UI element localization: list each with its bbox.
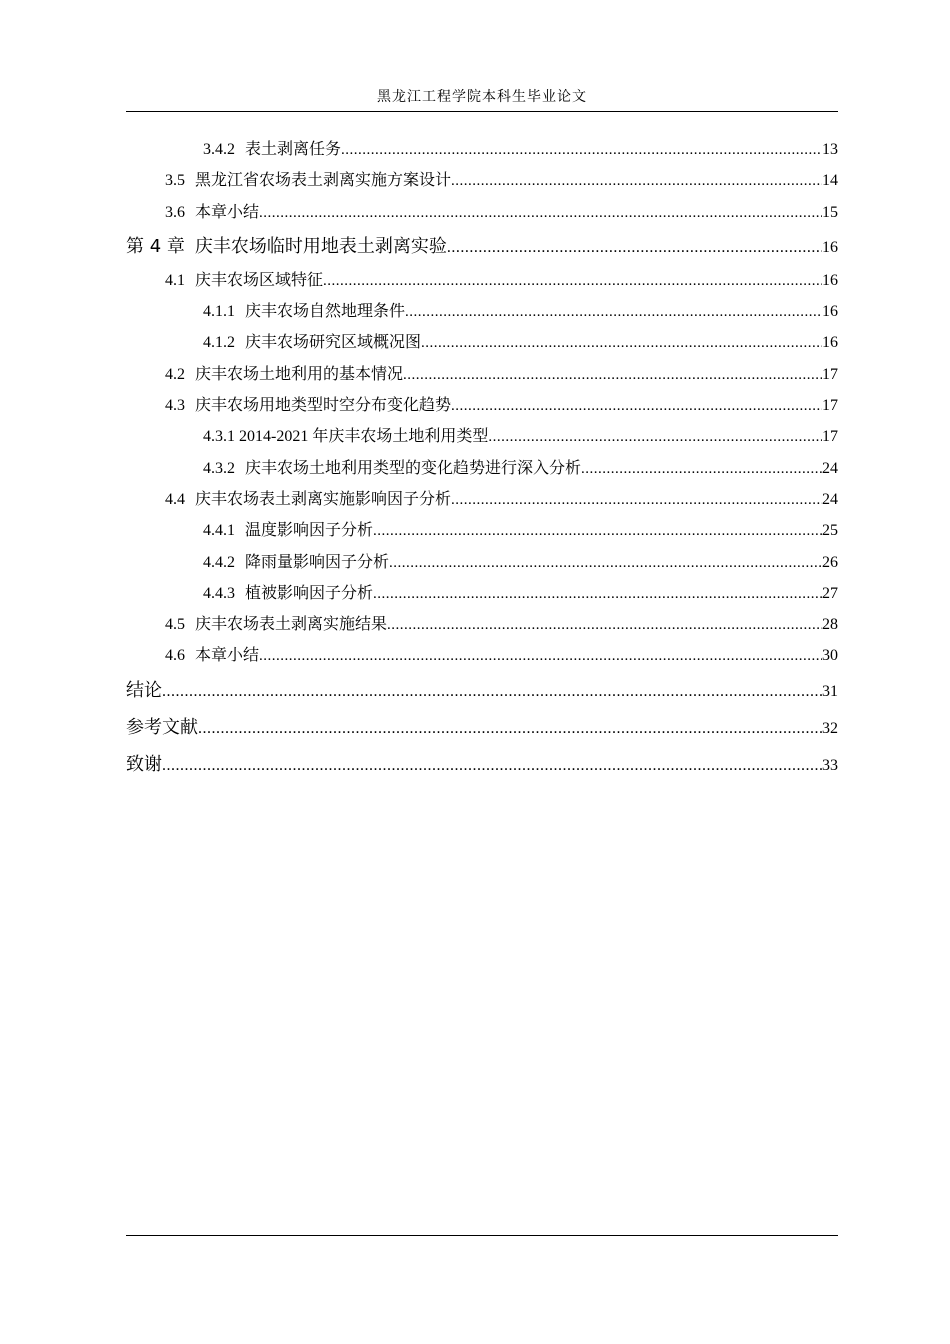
toc-page-number: 31 [822, 682, 838, 700]
toc-page-number: 30 [822, 647, 838, 665]
toc-entry-title [165, 390, 451, 421]
toc-entry-text: 植被影响因子分析 [245, 584, 374, 602]
toc-entry-number: 4.4.2 [203, 553, 235, 571]
toc-entry-title [165, 484, 451, 515]
toc-entry-number: 3.5 [165, 172, 185, 190]
dot-leader [259, 641, 822, 672]
toc-page-number: 17 [822, 397, 838, 415]
toc-entry[interactable] [126, 134, 838, 165]
table-of-contents [126, 134, 838, 783]
toc-page-number: 24 [822, 490, 838, 508]
toc-entry-number: 4.3.1 [203, 428, 235, 446]
dot-leader [451, 485, 822, 516]
toc-entry[interactable] [126, 484, 838, 515]
dot-leader [162, 747, 822, 784]
dot-leader [389, 548, 822, 579]
dot-leader [451, 166, 822, 197]
toc-page-number: 33 [822, 756, 838, 774]
toc-entry[interactable] [126, 390, 838, 421]
toc-entry-number: 4.6 [165, 647, 185, 665]
toc-entry-title [126, 228, 447, 265]
toc-entry[interactable] [126, 359, 838, 390]
toc-entry[interactable] [126, 228, 838, 265]
toc-page-number: 27 [822, 584, 838, 602]
dot-leader [488, 422, 822, 453]
toc-entry-title [203, 421, 488, 452]
toc-entry-title [203, 578, 373, 609]
toc-entry-number: 4.1 [165, 271, 185, 289]
toc-entry-text: 本章小结 [195, 647, 260, 665]
toc-entry[interactable] [126, 547, 838, 578]
toc-entry-text: 庆丰农场表土剥离实施影响因子分析 [195, 490, 452, 508]
toc-page-number: 16 [822, 334, 838, 352]
toc-entry-text: 庆丰农场土地利用的基本情况 [195, 365, 404, 383]
toc-entry[interactable] [126, 515, 838, 546]
dot-leader [373, 516, 822, 547]
toc-entry-title [165, 265, 323, 296]
toc-entry-text: 表土剥离任务 [245, 141, 342, 158]
toc-entry-title [203, 547, 389, 578]
dot-leader [447, 229, 822, 266]
toc-page-number: 13 [822, 141, 838, 158]
toc-entry-number: 第 4 章 [126, 235, 185, 257]
toc-entry-number: 3.6 [165, 203, 185, 221]
toc-entry-text: 温度影响因子分析 [245, 522, 374, 540]
toc-page-number: 26 [822, 553, 838, 571]
toc-entry-title [126, 709, 198, 746]
toc-page-number: 24 [822, 459, 838, 477]
toc-entry-text: 致谢 [126, 753, 162, 775]
toc-entry-title [165, 197, 259, 228]
toc-entry-title [165, 359, 403, 390]
toc-entry-text: 庆丰农场自然地理条件 [245, 303, 406, 321]
toc-page-number: 15 [822, 203, 838, 221]
toc-entry[interactable] [126, 327, 838, 358]
toc-page-number: 25 [822, 522, 838, 540]
toc-entry-title [165, 640, 259, 671]
toc-entry-title [126, 672, 162, 709]
toc-entry-text: 降雨量影响因子分析 [245, 553, 390, 571]
toc-entry-title [203, 134, 341, 165]
toc-entry[interactable] [126, 165, 838, 196]
toc-entry-text: 2014-2021 年庆丰农场土地利用类型 [239, 428, 489, 446]
toc-entry[interactable] [126, 265, 838, 296]
toc-entry-title [203, 296, 405, 327]
toc-entry-title [203, 453, 581, 484]
dot-leader [387, 610, 822, 641]
toc-entry-title [203, 515, 373, 546]
toc-entry-number: 4.3 [165, 397, 185, 415]
toc-page-number: 17 [822, 428, 838, 446]
page-header: 黑龙江工程学院本科生毕业论文 [377, 89, 587, 105]
toc-entry-text: 参考文献 [126, 716, 198, 738]
toc-entry-text: 庆丰农场土地利用类型的变化趋势进行深入分析 [245, 459, 582, 477]
toc-entry[interactable] [126, 296, 838, 327]
toc-entry-text: 黑龙江省农场表土剥离实施方案设计 [195, 172, 452, 190]
dot-leader [341, 135, 822, 166]
dot-leader [581, 454, 822, 485]
toc-entry-text: 庆丰农场临时用地表土剥离实验 [194, 235, 447, 257]
toc-entry-number: 4.5 [165, 616, 185, 634]
dot-leader [373, 579, 822, 610]
dot-leader [403, 360, 822, 391]
toc-entry[interactable] [126, 197, 838, 228]
dot-leader [259, 198, 822, 229]
toc-entry[interactable] [126, 453, 838, 484]
toc-page-number: 16 [822, 271, 838, 289]
toc-entry-title [126, 746, 162, 783]
header-rule [126, 111, 838, 112]
toc-entry[interactable] [126, 421, 838, 452]
toc-entry-number: 4.4.3 [203, 584, 235, 602]
toc-entry[interactable] [126, 578, 838, 609]
toc-entry-text: 庆丰农场区域特征 [195, 271, 324, 289]
dot-leader [198, 710, 822, 747]
toc-entry-title [203, 327, 421, 358]
toc-entry-title [165, 165, 451, 196]
toc-entry-number: 4.4 [165, 490, 185, 508]
toc-entry-text: 庆丰农场用地类型时空分布变化趋势 [195, 397, 452, 415]
toc-entry[interactable] [126, 609, 838, 640]
toc-entry-title [165, 609, 387, 640]
dot-leader [405, 297, 822, 328]
toc-entry[interactable] [126, 746, 838, 783]
toc-entry-number: 4.3.2 [203, 459, 235, 477]
toc-entry-text: 庆丰农场研究区域概况图 [245, 334, 422, 352]
toc-page-number: 17 [822, 365, 838, 383]
toc-entry-number: 4.2 [165, 365, 185, 383]
toc-entry-number: 4.1.1 [203, 303, 235, 321]
toc-entry[interactable] [126, 672, 838, 709]
dot-leader [323, 266, 822, 297]
toc-page-number: 16 [822, 238, 838, 256]
toc-page-number: 32 [822, 719, 838, 737]
footer-rule [126, 1235, 838, 1236]
dot-leader [421, 328, 822, 359]
toc-entry-text: 本章小结 [195, 203, 260, 221]
dot-leader [451, 391, 822, 422]
toc-page-number: 14 [822, 172, 838, 190]
dot-leader [162, 673, 822, 710]
toc-entry[interactable] [126, 709, 838, 746]
toc-entry-number: 4.4.1 [203, 522, 235, 540]
toc-entry-number: 4.1.2 [203, 334, 235, 352]
toc-page-number: 28 [822, 616, 838, 634]
toc-entry-text: 结论 [126, 679, 162, 701]
toc-entry-text: 庆丰农场表土剥离实施结果 [195, 616, 388, 634]
toc-entry-number: 3.4.2 [203, 141, 235, 158]
toc-page-number: 16 [822, 303, 838, 321]
toc-entry[interactable] [126, 640, 838, 671]
